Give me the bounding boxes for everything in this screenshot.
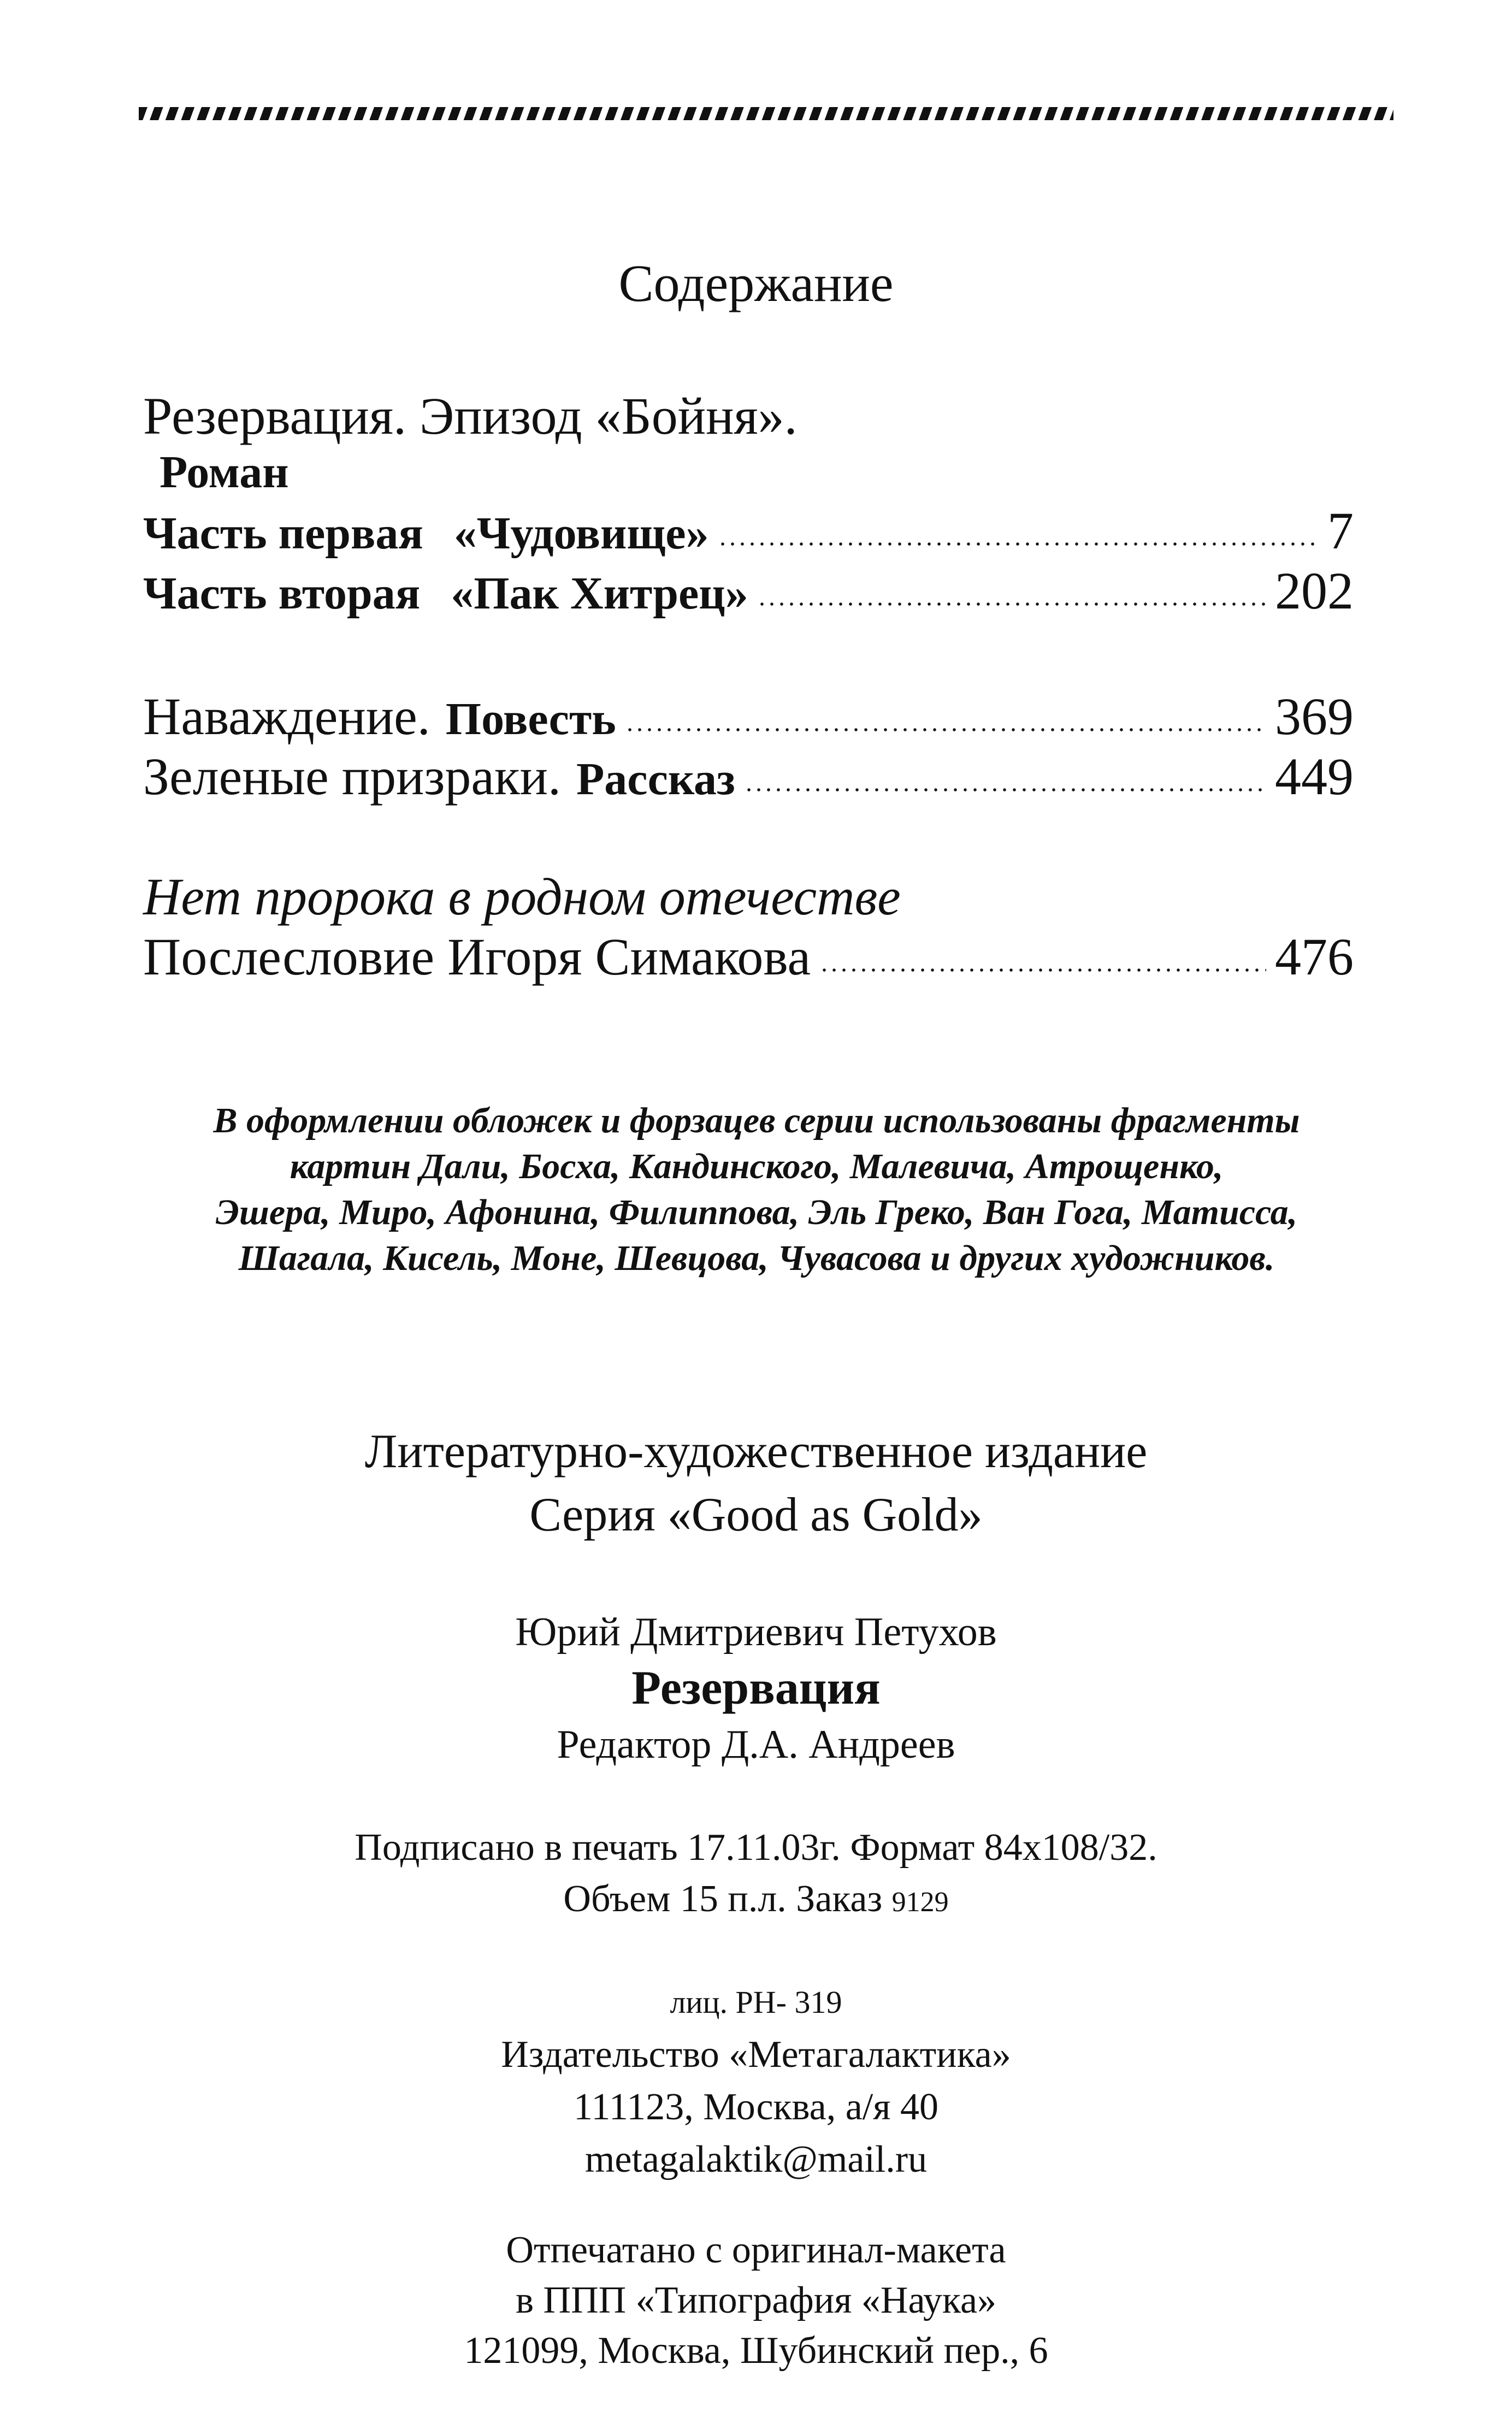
toc-entry-3-title: Зеленые призраки. xyxy=(143,747,561,806)
toc-part-2-page: 202 xyxy=(1275,562,1354,620)
toc-entry-3 xyxy=(143,746,1354,806)
volume-order-line xyxy=(0,1874,1512,1928)
dot-leader xyxy=(718,542,1319,546)
print-details xyxy=(0,1822,1512,1928)
signed-to-print: Подписано в печать 17.11.03г. Формат 84х108/32. xyxy=(355,1827,1157,1869)
author-name: Юрий Дмитриевич Петухов xyxy=(515,1610,997,1654)
toc-entry-2-page: 369 xyxy=(1275,687,1354,746)
design-note-line-1: В оформлении обложек и форзацев серии использованы фрагменты xyxy=(213,1101,1300,1140)
toc-entry-4-page: 476 xyxy=(1275,927,1354,986)
toc-part-1-page: 7 xyxy=(1327,501,1354,560)
series-name: Серия «Good as Gold» xyxy=(529,1488,983,1541)
contents-title: Содержание xyxy=(618,254,894,312)
publisher-email: metagalaktik@mail.ru xyxy=(584,2138,928,2180)
dot-leader xyxy=(757,602,1266,606)
toc-entry-3-page: 449 xyxy=(1275,747,1354,806)
toc-entry-1-genre-line xyxy=(160,446,1354,506)
toc-entry-2 xyxy=(143,686,1354,746)
publisher-name: Издательство «Метагалактика» xyxy=(501,2034,1011,2076)
toc-entry-4 xyxy=(143,926,1354,986)
printed-line-3: 121099, Москва, Шубинский пер., 6 xyxy=(464,2330,1048,2372)
toc-entry-3-genre: Рассказ xyxy=(576,754,735,805)
toc-entry-1-title-line xyxy=(143,386,1354,446)
volume-text: Объем 15 п.л. Заказ xyxy=(563,1878,883,1920)
printer-block xyxy=(0,2225,1512,2376)
book-title: Резервация xyxy=(631,1662,881,1715)
toc-entry-1-genre: Роман xyxy=(160,447,289,498)
design-note-line-3: Эшера, Миро, Афонина, Филиппова, Эль Греко, Ван Гога, Матисса, xyxy=(215,1192,1298,1232)
cover-design-note xyxy=(109,1098,1404,1281)
edition-block xyxy=(0,1420,1512,1547)
dot-leader xyxy=(744,788,1266,792)
dot-leader xyxy=(819,968,1266,972)
toc-entry-1-part-1 xyxy=(143,500,1354,560)
toc-part-1-name: «Чудовище» xyxy=(453,508,709,559)
toc-entry-1-part-2 xyxy=(143,560,1354,620)
toc-part-2-name: «Пак Хитрец» xyxy=(451,568,748,619)
editor-credit: Редактор Д.А. Андреев xyxy=(557,1722,955,1767)
printed-line-2: в ППП «Типография «Наука» xyxy=(515,2279,997,2321)
design-note-line-2: картин Дали, Босха, Кандинского, Малевича, Атрощенко, xyxy=(290,1147,1224,1186)
toc-entry-4-subtitle: Послесловие Игоря Симакова xyxy=(143,927,811,986)
toc-entry-2-genre: Повесть xyxy=(445,694,616,744)
decorative-top-rule xyxy=(139,107,1393,120)
toc-entry-4-title-line xyxy=(143,866,1354,926)
author-block xyxy=(0,1606,1512,1771)
publisher-address: 111123, Москва, а/я 40 xyxy=(574,2086,938,2128)
toc-entry-4-title: Нет пророка в родном отечестве xyxy=(143,867,901,926)
toc-entry-2-title: Наваждение. xyxy=(143,687,430,746)
edition-type: Литературно-художественное издание xyxy=(364,1425,1148,1478)
design-note-line-4: Шагала, Кисель, Моне, Шевцова, Чувасова и других художников. xyxy=(238,1238,1275,1278)
toc-entry-1-title: Резервация. Эпизод «Бойня». xyxy=(143,387,798,445)
publisher-block xyxy=(0,1976,1512,2186)
toc-part-1-label: Часть первая xyxy=(143,508,423,559)
toc-part-2-label: Часть вторая xyxy=(143,568,421,619)
order-number: 9129 xyxy=(891,1887,949,1918)
dot-leader xyxy=(625,728,1266,732)
license-number: лиц. РН- 319 xyxy=(670,1984,842,2020)
printed-line-1: Отпечатано с оригинал-макета xyxy=(506,2229,1006,2271)
